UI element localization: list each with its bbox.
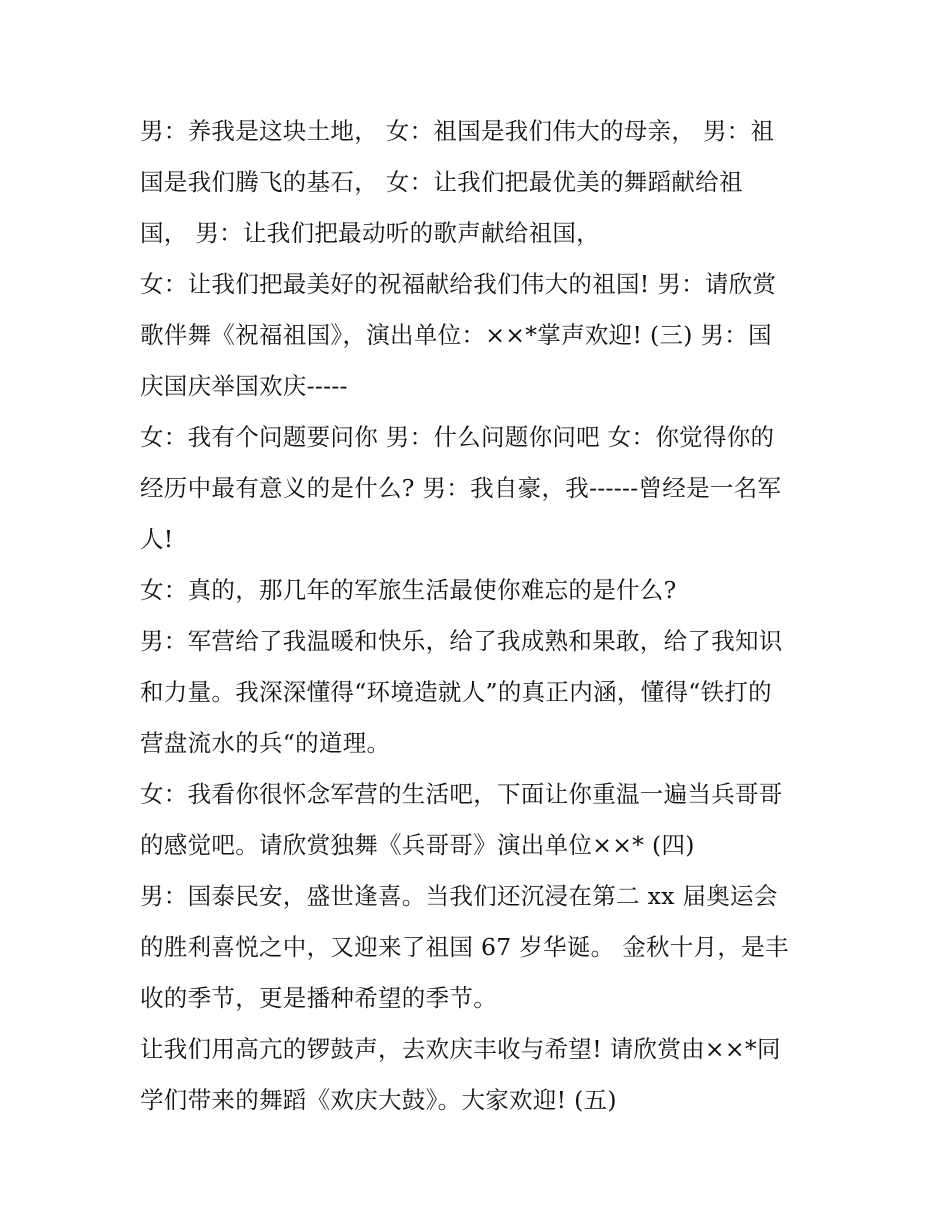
text-line: 国是我们腾飞的基石， 女：让我们把最优美的舞蹈献给祖	[140, 168, 743, 196]
text-line: 学们带来的舞蹈《欢庆大鼓》。大家欢迎! (五)	[140, 1086, 617, 1114]
text-line: 让我们用高亢的锣鼓声，去欢庆丰收与希望! 请欣赏由××*同	[140, 1035, 781, 1063]
text-line: 收的季节，更是播种希望的季节。	[140, 984, 497, 1012]
text-line: 女：我有个问题要问你 男：什么问题你问吧 女：你觉得你的	[140, 423, 775, 451]
document-body	[140, 106, 820, 1126]
text-line: 和力量。我深深懂得“环境造就人”的真正内涵，懂得“铁打的	[140, 678, 772, 706]
text-line: 国， 男：让我们把最动听的歌声献给祖国，	[140, 219, 600, 247]
text-line: 庆国庆举国欢庆-----	[140, 372, 348, 400]
text-line: 营盘流水的兵“的道理。	[140, 729, 391, 757]
text-line: 男：军营给了我温暖和快乐，给了我成熟和果敢，给了我知识	[140, 627, 783, 655]
text-line: 女：真的，那几年的军旅生活最使你难忘的是什么?	[140, 576, 677, 604]
text-line: 经历中最有意义的是什么? 男：我自豪，我------曾经是一名军	[140, 474, 782, 502]
text-line: 男：国泰民安，盛世逢喜。当我们还沉浸在第二 xx 届奥运会	[140, 882, 778, 910]
text-line: 女：我看你很怀念军营的生活吧，下面让你重温一遍当兵哥哥	[140, 780, 783, 808]
text-line: 的胜利喜悦之中，又迎来了祖国 67 岁华诞。 金秋十月，是丰	[140, 933, 789, 961]
text-line: 男：养我是这块土地， 女：祖国是我们伟大的母亲， 男：祖	[140, 117, 775, 145]
text-line: 女：让我们把最美好的祝福献给我们伟大的祖国! 男：请欣赏	[140, 270, 777, 298]
text-line: 人!	[140, 525, 174, 553]
text-line: 的感觉吧。请欣赏独舞《兵哥哥》演出单位××* (四)	[140, 831, 695, 859]
text-line: 歌伴舞《祝福祖国》，演出单位：××*掌声欢迎! (三) 男：国	[140, 321, 772, 349]
